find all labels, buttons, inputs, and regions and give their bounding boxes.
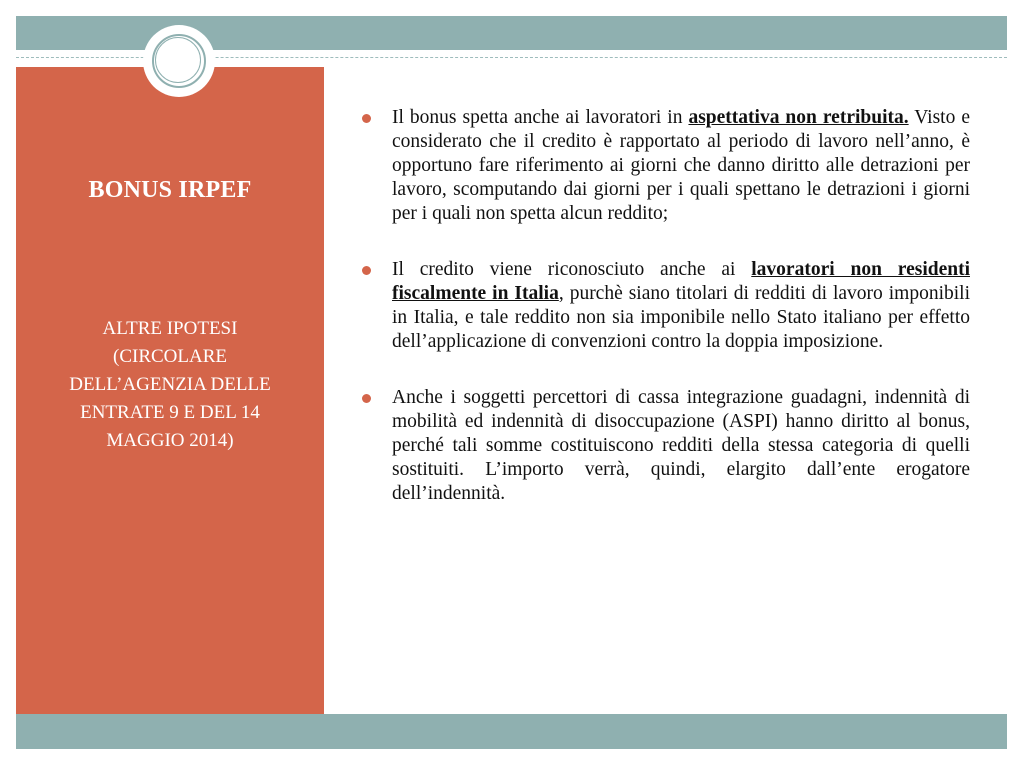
bullet-emphasis: lavoratori non residenti fiscalmente in Italia	[392, 259, 970, 304]
bullet-item	[362, 258, 970, 354]
bullet-text: Anche i soggetti percettori di cassa integrazione guadagni, indennità di mobilità ed indennità di disoccupazione (ASPI) hanno diritto al bonus, perché tali somme costituiscono redditi della stessa categoria di quelli sostituiti. L’importo verrà, quindi, elargito dall’ente erogatore dell’indennità.	[392, 387, 970, 504]
bullet-item	[362, 386, 970, 506]
bullet-emphasis: aspettativa non retribuita.	[688, 107, 909, 128]
bottom-band	[16, 714, 1007, 749]
circle-ornament-icon	[143, 25, 215, 97]
bullet-item	[362, 106, 970, 226]
inner-ring	[155, 37, 201, 83]
bullet-text: Visto e considerato che il credito è rapportato al periodo di lavoro nell’anno, è opportuno fare riferimento ai giorni che danno diritto alle detrazioni per lavoro, scomputando dai giorni per i quali spettano le detrazioni i giorni per i quali non spetta alcun reddito;	[392, 107, 970, 224]
sidebar-panel	[16, 67, 324, 714]
bullet-text: Il credito viene riconosciuto anche ai	[392, 259, 752, 280]
bullet-dot-icon	[362, 114, 371, 123]
bullet-text: Il bonus spetta anche ai lavoratori in	[392, 107, 689, 128]
bullet-dot-icon	[362, 266, 371, 275]
bullet-list	[362, 106, 970, 538]
slide-title: BONUS IRPEF	[88, 177, 252, 203]
bullet-dot-icon	[362, 394, 371, 403]
bullet-text: , purchè siano titolari di redditi di lavoro imponibili in Italia, e tale reddito non sia imponibile nello Stato italiano per effetto dell’applicazione di convenzioni contro la doppia imposizione.	[392, 283, 970, 352]
slide-subtitle: ALTRE IPOTESI (CIRCOLARE DELL’AGENZIA DELLE ENTRATE 9 E DEL 14 MAGGIO 2014)	[69, 318, 271, 451]
